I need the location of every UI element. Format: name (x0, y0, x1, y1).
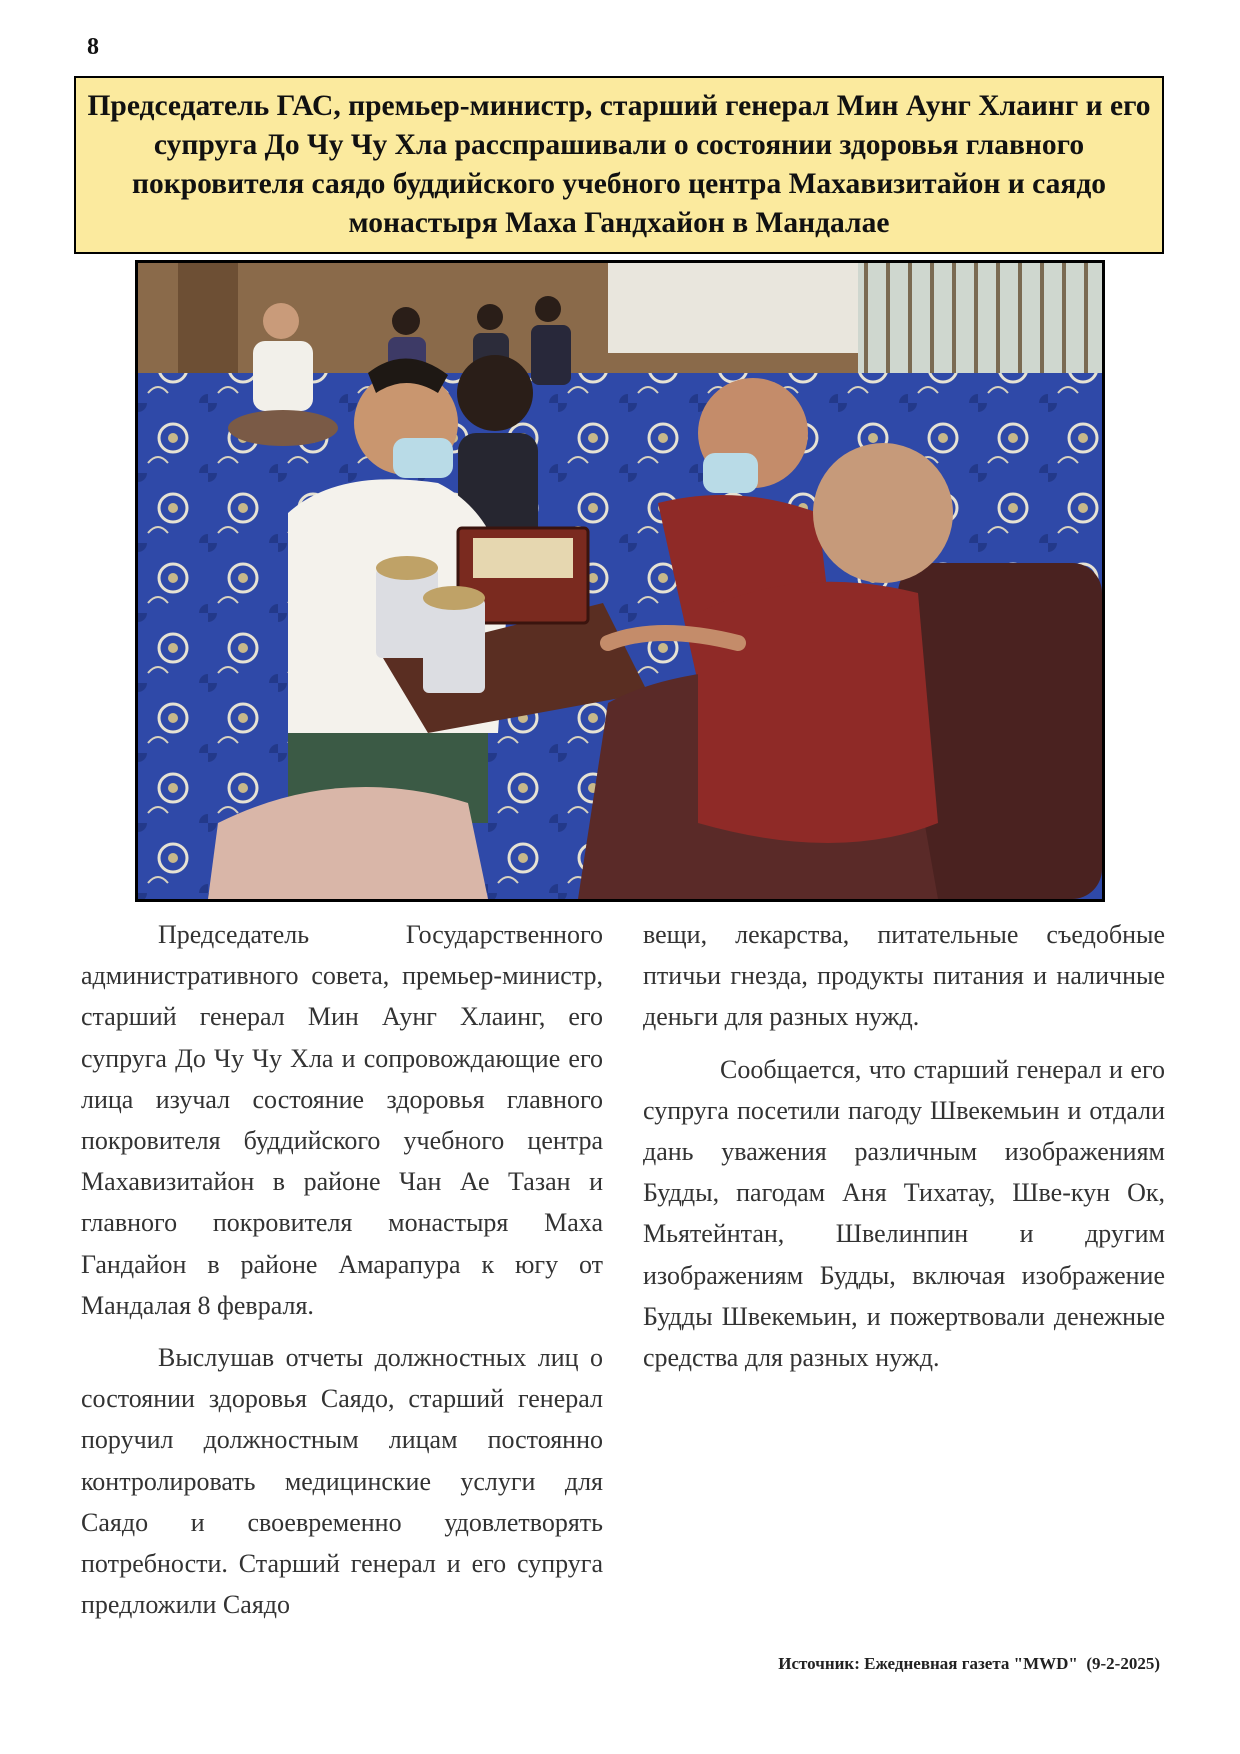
article-right-column (643, 914, 1165, 1378)
page-number: 8 (87, 34, 99, 60)
paragraph-2: Выслушав отчеты должностных лиц о состоянии здоровья Саядо, старший генерал поручил должностным лицам постоянно контролировать медицинские услуги для Саядо и своевременно удовлетворять потребности. Старший генерал и его супруга предложили Саядо (81, 1343, 603, 1620)
photo-illustration (138, 263, 1102, 899)
paragraph-3: Сообщается, что старший генерал и его супруга посетили пагоду Швекемьин и отдали дань уважения различным изображениям Будды, пагодам Аня Тихатау, Шве-кун Ок, Мьятейнтан, Швелинпин и другим изображениям Будды, включая изображение Будды Швекемьин, и пожертвовали денежные средства для разных нужд. (643, 1054, 1165, 1373)
article-left-column (81, 914, 603, 1625)
headline: Председатель ГАС, премьер-министр, старший генерал Мин Аунг Хлаинг и его супруга До Чу Чу Хла расспрашивали о состоянии здоровья главного покровителя саядо буддийского учебного центра Махавизитайон и саядо монастыря Маха Гандхайон в Мандалае (87, 90, 1151, 239)
paragraph-2-continued: вещи, лекарства, питательные съедобные птичьи гнезда, продукты питания и наличные деньги для разных нужд. (643, 920, 1165, 1032)
news-photo (135, 260, 1105, 902)
headline-box (74, 76, 1164, 254)
paragraph-1: Председатель Государственного административного совета, премьер-министр, старший генерал Мин Аунг Хлаинг, его супруга До Чу Чу Хла и сопровождающие его лица изучал состояние здоровья главного покровителя буддийского учебного центра Махавизитайон в районе Чан Ае Тазан и главного покровителя монастыря Маха Гандайон в районе Амарапура к югу от Мандалая 8 февраля. (81, 920, 603, 1320)
source-credit: Источник: Ежедневная газета "MWD" (9-2-2025) (778, 1654, 1160, 1673)
